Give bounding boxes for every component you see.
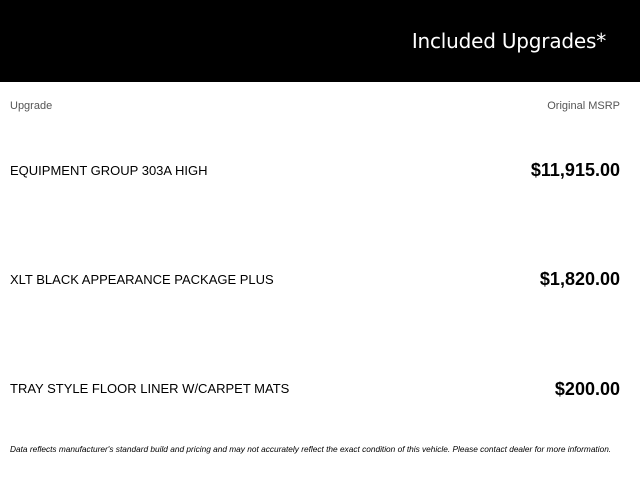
upgrade-price-floor-liner: $200.00 <box>554 379 620 399</box>
page-title: Included Upgrades* <box>411 29 606 53</box>
column-header-upgrade: Upgrade <box>10 100 53 112</box>
upgrade-name-black-appearance: XLT BLACK APPEARANCE PACKAGE PLUS <box>10 272 274 287</box>
column-header-msrp: Original MSRP <box>547 100 620 112</box>
header-bar <box>0 0 640 82</box>
upgrade-name-floor-liner: TRAY STYLE FLOOR LINER W/CARPET MATS <box>10 381 290 396</box>
upgrade-price-equipment-group: $11,915.00 <box>530 160 620 180</box>
upgrade-price-black-appearance: $1,820.00 <box>539 269 620 289</box>
upgrade-name-equipment-group: EQUIPMENT GROUP 303A HIGH <box>10 163 208 178</box>
disclaimer-text: Data reflects manufacturer's standard build and pricing and may not accurately reflect the exact condition of this vehicle. Please contact dealer for more information. <box>10 444 612 454</box>
